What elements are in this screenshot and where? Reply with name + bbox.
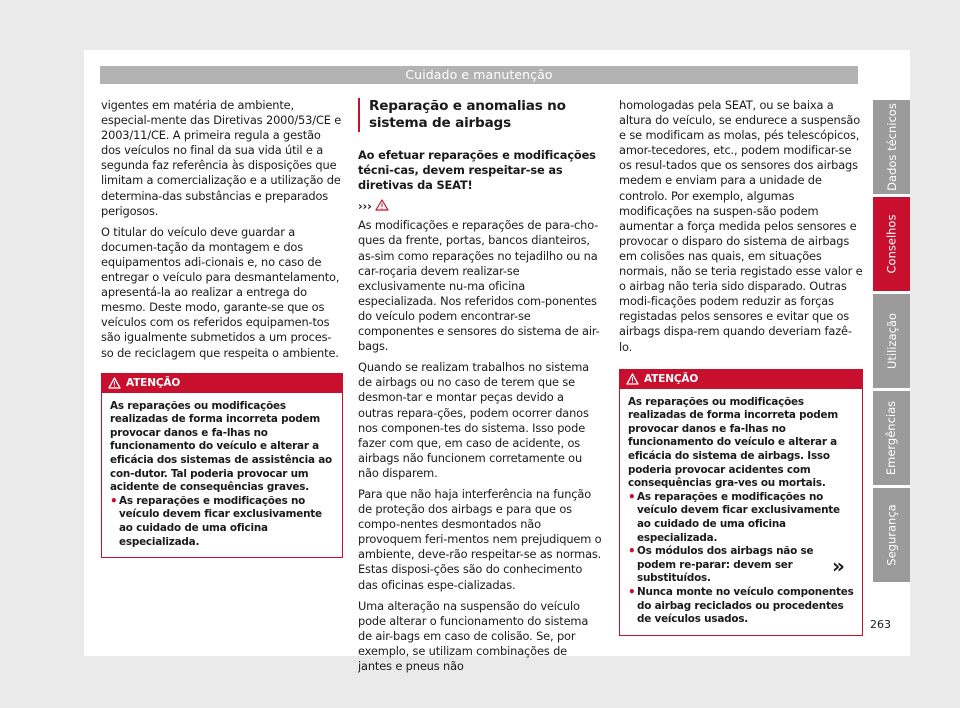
column-2 — [358, 98, 602, 680]
page-number: 263 — [870, 618, 891, 631]
paragraph: homologadas pela SEAT, ou se baixa a altura do veículo, se endurece a suspensão e se modificam as molas, pés telescópicos, amor-tecedores, etc., podem modificar-se os resul-tados que os sensores dos airbags medem e enviam para a unidade de controlo. Por exemplo, algumas modificações na suspen-são podem aumentar a força medida pelos sensores e provocar o disparo do sistema de airbags em colisões nas quais, em situações normais, não se teria registado esse valor e o airbag não teria sido disparado. Outras modi-ficações podem reduzir as forças registadas pelos sensores e evitar que os airbags dispa-rem quando deveriam fazê-lo. — [619, 98, 863, 354]
tab-dados-tecnicos[interactable] — [873, 100, 910, 194]
tab-emergencias[interactable] — [873, 391, 910, 485]
warning-bullet: • Os módulos dos airbags não se podem re-parar: devem ser substituídos. — [628, 545, 854, 586]
tab-label: Emergências — [884, 400, 899, 476]
warning-header — [620, 370, 862, 389]
warning-reference[interactable] — [358, 199, 602, 214]
paragraph: vigentes em matéria de ambiente, especial-mente das Diretivas 2000/53/CE e 2003/11/CE. A primeira regula a gestão dos veículos no final da sua vida útil e a segunda faz referência às disposições que limitam a comercialização e a utilização de determina-das substâncias e preparados perigosos. — [101, 98, 342, 218]
warning-box — [101, 373, 343, 559]
warning-triangle-icon — [108, 377, 121, 389]
tab-conselhos[interactable] — [873, 197, 910, 291]
warning-bullet: • Nunca monte no veículo componentes do airbag reciclados ou procedentes de veículos usados. — [628, 586, 854, 627]
column-3 — [619, 98, 863, 636]
paragraph: Para que não haja interferência na função de proteção dos airbags e para que os compo-nentes desmontados não provoquem feri-mentos nem prejudiquem o ambiente, deve-rão respeitar-se as normas. Estas disposi-ções são do conhecimento das oficinas espe-cializadas. — [358, 486, 602, 592]
tab-seguranca[interactable] — [873, 488, 910, 582]
warning-triangle-icon — [375, 199, 389, 211]
warning-label: ATENÇÃO — [126, 376, 181, 389]
tab-label: Segurança — [884, 504, 899, 566]
warning-bullet: • As reparações e modificações no veículo devem ficar exclusivamente ao cuidado de uma oficina especializada. — [628, 491, 854, 545]
section-title: Reparação e anomalias no sistema de airbags — [358, 98, 602, 132]
warning-label: ATENÇÃO — [644, 372, 699, 385]
paragraph: Quando se realizam trabalhos no sistema de airbags ou no caso de terem que se desmon-tar e montar peças devido a outras repara-ções, podem ocorrer danos nos componen-tes do sistema. Isso pode fazer com que, em caso de acidente, os airbags não funcionem corretamente ou não disparem. — [358, 360, 589, 480]
warning-box — [619, 369, 863, 636]
paragraph: Uma alteração na suspensão do veículo pode alterar o funcionamento do sistema de air-bags em caso de colisão. Se, por exemplo, se utilizam combinações de jantes e pneus não — [358, 598, 589, 673]
tab-label: Utilização — [884, 312, 899, 370]
tab-label: Conselhos — [884, 214, 899, 274]
chapter-header: Cuidado e manutenção — [100, 66, 858, 84]
tab-label: Dados técnicos — [884, 103, 899, 191]
warning-text: As reparações ou modificações realizadas de forma incorreta podem provocar danos e fa-lhas no funcionamento do veículo e alterar a eficácia dos sistemas de assistência ao con-dutor. Tal poderia provocar um acidente de consequências graves. — [110, 399, 332, 494]
warning-triangle-icon — [626, 373, 639, 385]
tab-utilizacao[interactable] — [873, 294, 910, 388]
continue-arrow: » — [832, 554, 845, 578]
lead-paragraph: Ao efetuar reparações e modificações técni-cas, devem respeitar-se as diretivas da SEAT! — [358, 148, 596, 193]
reference-arrows: ››› — [358, 199, 372, 214]
section-tabs — [873, 100, 910, 585]
warning-bullet: • As reparações e modificações no veículo devem ficar exclusivamente ao cuidado de uma oficina especializada. — [110, 495, 334, 549]
warning-body — [102, 393, 342, 558]
warning-body — [620, 389, 862, 635]
column-1 — [101, 98, 343, 558]
warning-text: As reparações ou modificações realizadas de forma incorreta podem provocar danos e fa-lhas no funcionamento do veículo e alterar a eficácia do sistema de airbags. Isso poderia provocar acidentes com consequências gra-ves ou mortais. — [628, 395, 838, 490]
warning-header — [102, 374, 342, 393]
paragraph: As modificações e reparações de para-cho-ques da frente, portas, bancos dianteiros, as-sim como reparações no tejadilho ou na car-roçaria devem realizar-se exclusivamente nu-ma oficina especializada. Nos referidos com-ponentes do veículo podem encontrar-se componentes e sensores do sistema de air-bags. — [358, 218, 600, 354]
paragraph: O titular do veículo deve guardar a documen-tação da montagem e dos equipamentos adi-cionais e, no caso de entregar o veículo para desmantelamento, apresentá-la ao realizar a entrega do mesmo. Deste modo, garante-se que os veículos com os referidos equipamen-tos são igualmente submetidos a um proces-so de reciclagem que respeita o ambiente. — [101, 224, 340, 360]
